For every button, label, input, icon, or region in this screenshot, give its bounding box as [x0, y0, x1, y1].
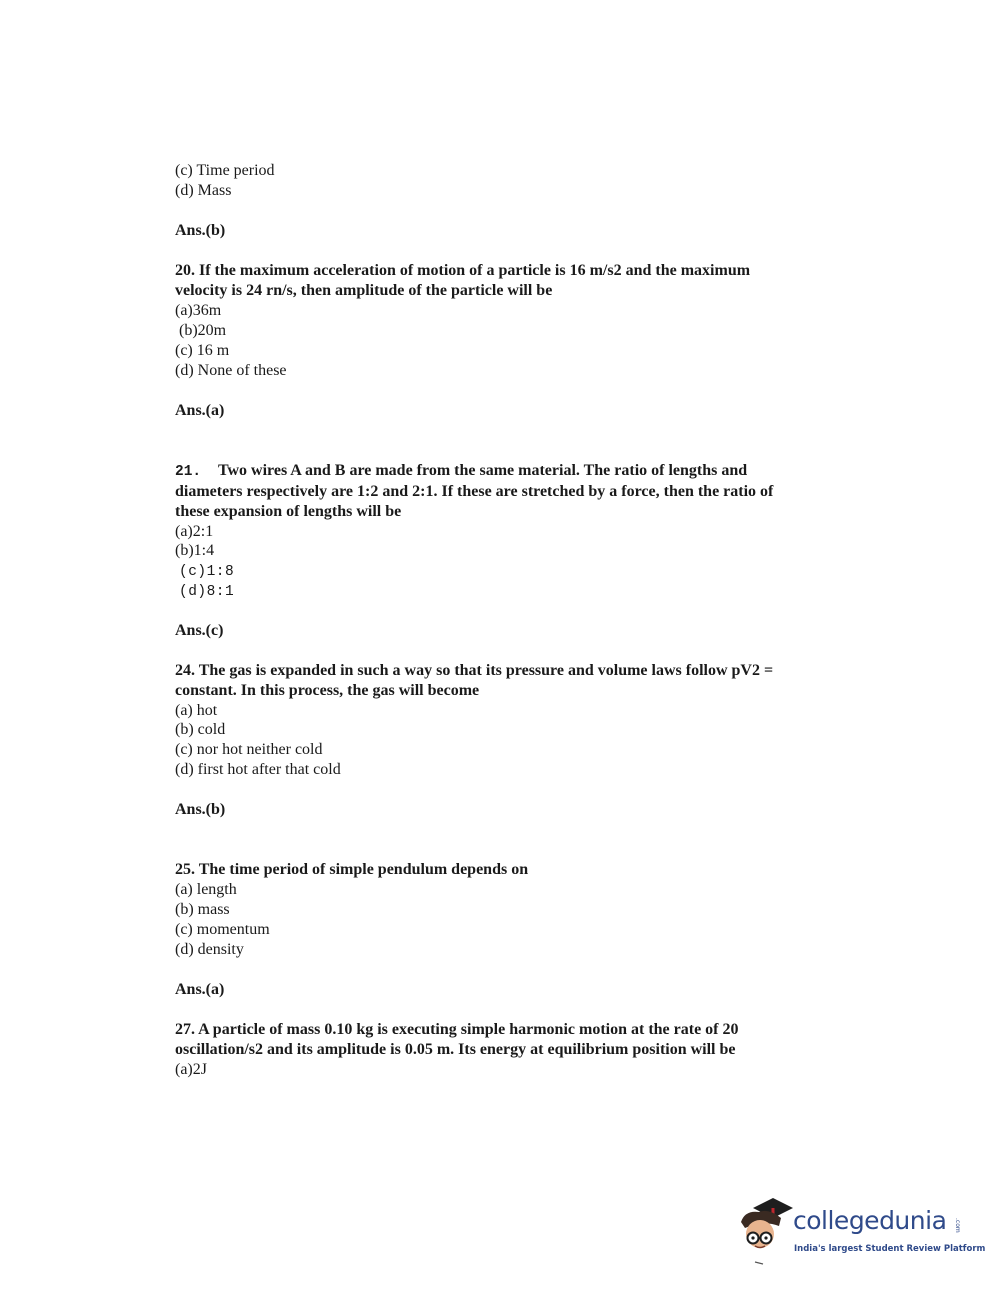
question-text: constant. In this process, the gas will become — [175, 682, 480, 699]
answer-text: Ans.(c) — [175, 622, 224, 639]
option-text: (a) hot — [175, 702, 218, 719]
option-text: (b)1:4 — [175, 542, 215, 559]
answer-text: Ans.(a) — [175, 981, 225, 998]
answer-text: Ans.(a) — [175, 402, 225, 419]
answer-text: Ans.(b) — [175, 222, 226, 239]
option-text: (c) 16 m — [175, 342, 230, 359]
question-text: 25. The time period of simple pendulum depends on — [175, 861, 529, 878]
option-text: (b) cold — [175, 721, 226, 738]
question-text: these expansion of lengths will be — [175, 503, 402, 520]
logo-tagline: India's largest Student Review Platform — [794, 1244, 986, 1254]
option-text: (a)2:1 — [175, 523, 214, 540]
option-text: (b)20m — [179, 322, 227, 339]
question-number: 21. — [175, 464, 202, 480]
option-text: (b) mass — [175, 901, 230, 918]
option-text: (a)36m — [175, 302, 222, 319]
question-text: 20. If the maximum acceleration of motion of a particle is 16 m/s2 and the maximum — [175, 262, 751, 279]
option-text: (d) first hot after that cold — [175, 761, 341, 778]
question-text: oscillation/s2 and its amplitude is 0.05 m. Its energy at equilibrium position will be — [175, 1041, 736, 1058]
option-text: (d) None of these — [175, 362, 287, 379]
option-text: (d) Mass — [175, 182, 232, 199]
option-text: (c) Time period — [175, 162, 275, 179]
option-text: (c) momentum — [175, 921, 270, 938]
question-text: Two wires A and B are made from the same material. The ratio of lengths and — [218, 462, 748, 479]
mascot-icon — [733, 1196, 795, 1268]
option-text: (d) density — [175, 941, 244, 958]
option-text: (c) nor hot neither cold — [175, 741, 323, 758]
question-text: 24. The gas is expanded in such a way so that its pressure and volume laws follow pV2 = — [175, 662, 774, 679]
question-text: velocity is 24 rn/s, then amplitude of the particle will be — [175, 282, 553, 299]
option-text: (a)2J — [175, 1061, 207, 1078]
answer-text: Ans.(b) — [175, 801, 226, 818]
option-text: (c)1:8 — [179, 564, 235, 580]
collegedunia-logo — [733, 1196, 986, 1268]
option-text: (d)8:1 — [179, 584, 235, 600]
option-text: (a) length — [175, 881, 237, 898]
question-text: diameters respectively are 1:2 and 2:1. If these are stretched by a force, then the ratio of — [175, 483, 774, 500]
logo-wordmark: collegedunia — [793, 1206, 947, 1235]
question-text: 27. A particle of mass 0.10 kg is executing simple harmonic motion at the rate of 20 — [175, 1021, 739, 1038]
logo-domain: .com — [954, 1218, 961, 1233]
